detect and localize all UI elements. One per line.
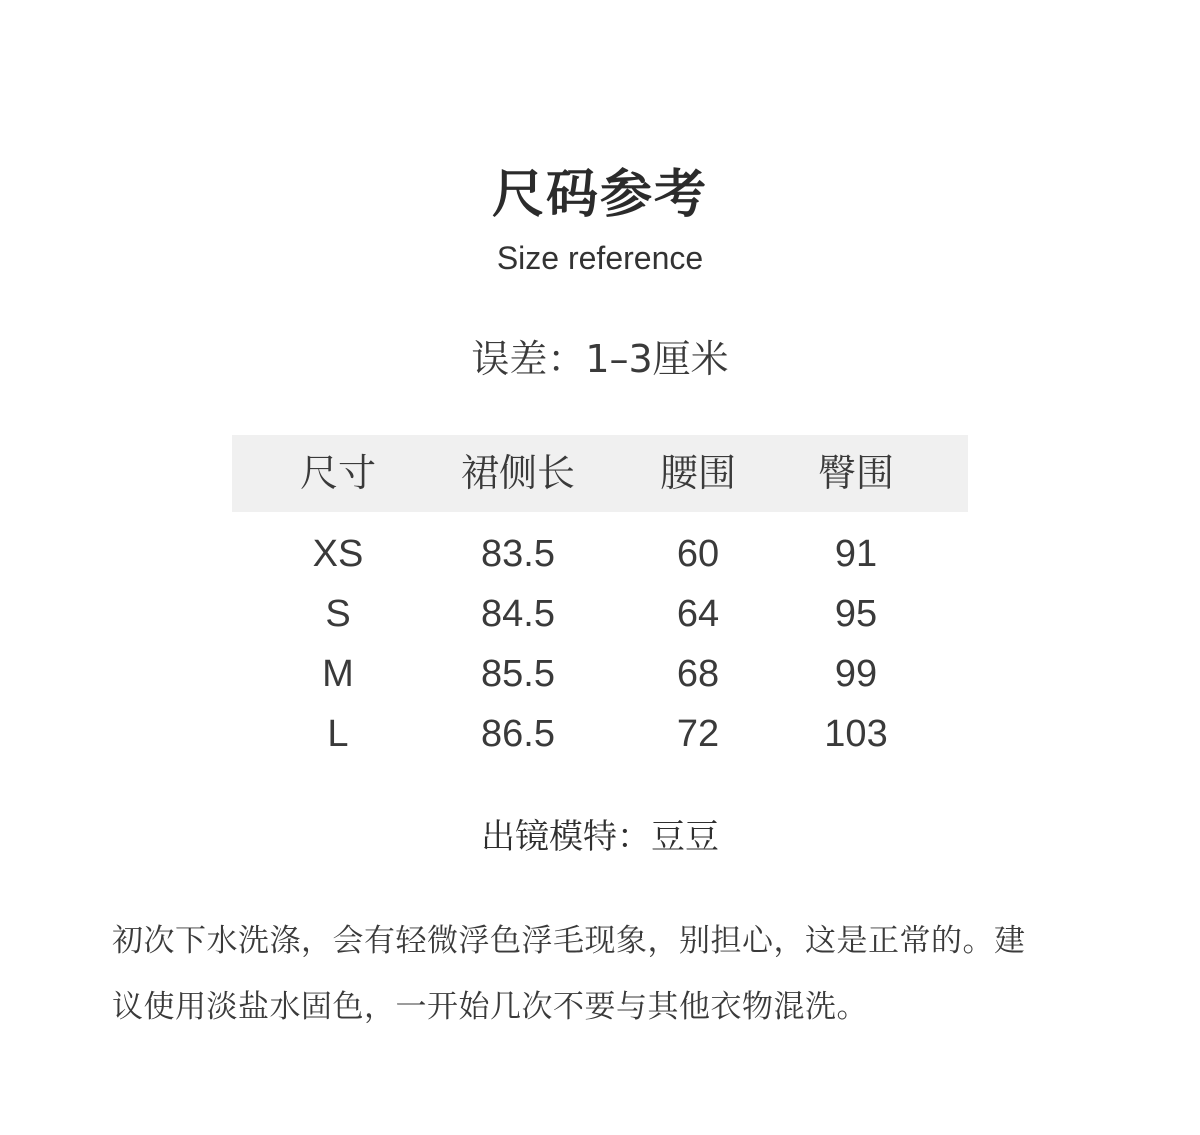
tolerance-note: 误差：1–3厘米 bbox=[471, 337, 729, 381]
cell-size: XS bbox=[312, 533, 364, 575]
cell-hip: 91 bbox=[834, 533, 878, 575]
page-title: 尺码参考 bbox=[491, 165, 708, 225]
care-note-line: 议使用淡盐水固色，一开始几次不要与其他衣物混洗。 bbox=[112, 989, 868, 1025]
cell-waist: 60 bbox=[676, 533, 720, 575]
cell-waist: 72 bbox=[676, 713, 720, 755]
model-info: 出镜模特：豆豆 bbox=[481, 817, 719, 857]
size-table bbox=[232, 435, 968, 764]
cell-hip: 99 bbox=[834, 653, 878, 695]
table-row bbox=[232, 704, 968, 764]
header-hip: 臀围 bbox=[817, 451, 894, 495]
cell-skirt-length: 83.5 bbox=[481, 533, 555, 575]
table-row bbox=[232, 524, 968, 584]
care-note-line: 初次下水洗涤，会有轻微浮色浮毛现象，别担心，这是正常的。建 bbox=[112, 923, 1026, 959]
header-waist: 腰围 bbox=[659, 451, 736, 495]
cell-skirt-length: 86.5 bbox=[481, 713, 555, 755]
cell-size: L bbox=[327, 713, 349, 755]
cell-hip: 95 bbox=[834, 593, 878, 635]
cell-hip: 103 bbox=[824, 713, 888, 755]
cell-waist: 64 bbox=[676, 593, 720, 635]
cell-size: M bbox=[322, 653, 354, 695]
cell-skirt-length: 85.5 bbox=[481, 653, 555, 695]
table-row bbox=[232, 644, 968, 704]
header-skirt-length: 裙侧长 bbox=[460, 451, 575, 495]
table-header bbox=[232, 435, 968, 512]
header-size: 尺寸 bbox=[299, 451, 376, 495]
care-note bbox=[112, 908, 1092, 1040]
table-row bbox=[232, 584, 968, 644]
cell-skirt-length: 84.5 bbox=[481, 593, 555, 635]
table-body bbox=[232, 512, 968, 764]
cell-size: S bbox=[325, 593, 351, 635]
page-subtitle: Size reference bbox=[496, 240, 704, 276]
cell-waist: 68 bbox=[676, 653, 720, 695]
